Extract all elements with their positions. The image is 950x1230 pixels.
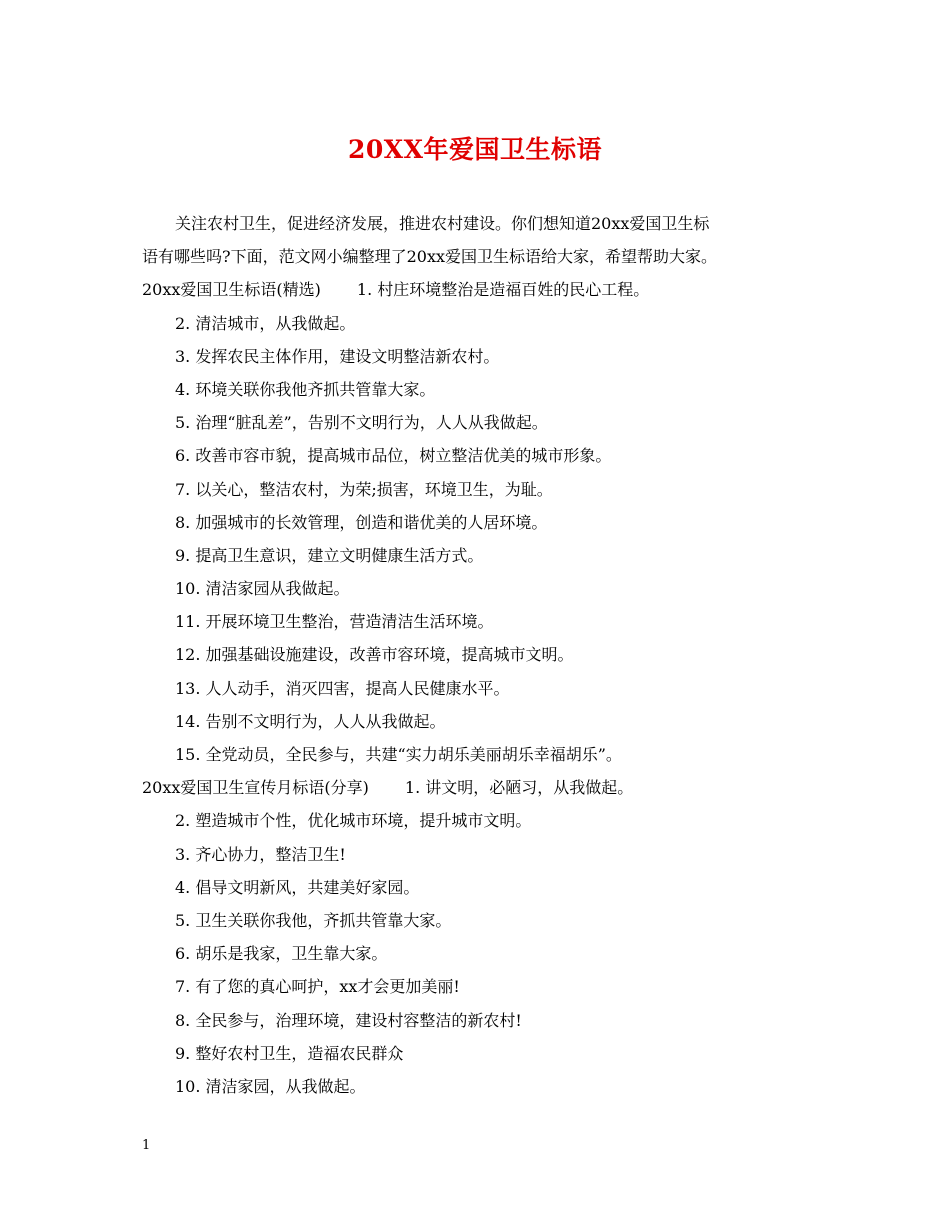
slogan-item: 8. 加强城市的长效管理，创造和谐优美的人居环境。 bbox=[175, 512, 548, 532]
slogan-item: 5. 卫生关联你我他，齐抓共管靠大家。 bbox=[175, 910, 452, 930]
slogan-item: 2. 塑造城市个性，优化城市环境，提升城市文明。 bbox=[175, 811, 532, 831]
slogan-item: 12. 加强基础设施建设，改善市容环境，提高城市文明。 bbox=[175, 645, 574, 665]
slogan-item: 6. 改善市容市貌，提高城市品位，树立整洁优美的城市形象。 bbox=[175, 446, 612, 466]
intro-line: 关注农村卫生，促进经济发展，推进农村建设。你们想知道20xx爱国卫生标 bbox=[175, 214, 710, 233]
slogan-item: 9. 提高卫生意识，建立文明健康生活方式。 bbox=[175, 545, 484, 565]
slogan-item: 10. 清洁家园从我做起。 bbox=[175, 579, 350, 599]
slogan-item: 3. 齐心协力，整洁卫生! bbox=[175, 844, 346, 864]
page-number: 1 bbox=[142, 1138, 151, 1153]
slogan-item: 13. 人人动手，消灭四害，提高人民健康水平。 bbox=[175, 678, 510, 698]
slogan-item: 3. 发挥农民主体作用，建设文明整洁新农村。 bbox=[175, 346, 500, 366]
slogan-item: 1. 讲文明，必陋习，从我做起。 bbox=[404, 778, 634, 798]
document-title: 20XX年爱国卫生标语 bbox=[347, 135, 603, 164]
slogan-item: 11. 开展环境卫生整治，营造清洁生活环境。 bbox=[175, 612, 494, 632]
slogan-item: 4. 倡导文明新风，共建美好家园。 bbox=[175, 877, 420, 897]
slogan-item: 2. 清洁城市，从我做起。 bbox=[175, 313, 356, 333]
section-heading: 20xx爱国卫生宣传月标语(分享) bbox=[142, 778, 369, 798]
slogan-item: 9. 整好农村卫生，造福农民群众 bbox=[175, 1043, 404, 1063]
slogan-item: 7. 以关心，整洁农村，为荣;损害，环境卫生，为耻。 bbox=[175, 479, 553, 499]
slogan-item: 4. 环境关联你我他齐抓共管靠大家。 bbox=[175, 379, 436, 399]
slogan-item: 5. 治理“脏乱差”，告别不文明行为，人人从我做起。 bbox=[175, 413, 548, 433]
slogan-item: 8. 全民参与，治理环境，建设村容整洁的新农村! bbox=[175, 1010, 522, 1030]
slogan-item: 14. 告别不文明行为，人人从我做起。 bbox=[175, 711, 446, 731]
section-heading-line bbox=[142, 771, 822, 804]
slogan-item: 6. 胡乐是我家，卫生靠大家。 bbox=[175, 944, 388, 964]
slogan-item: 7. 有了您的真心呵护，xx才会更加美丽! bbox=[175, 977, 460, 997]
document-body bbox=[142, 207, 822, 1103]
slogan-item: 10. 清洁家园，从我做起。 bbox=[175, 1076, 366, 1096]
slogan-item: 1. 村庄环境整治是造福百姓的民心工程。 bbox=[356, 280, 650, 300]
intro-line: 语有哪些吗?下面，范文网小编整理了20xx爱国卫生标语给大家，希望帮助大家。 bbox=[142, 247, 717, 267]
slogan-item: 15. 全党动员，全民参与，共建“实力胡乐美丽胡乐幸福胡乐”。 bbox=[175, 745, 622, 764]
section-heading: 20xx爱国卫生标语(精选) bbox=[142, 280, 321, 300]
section-heading-line bbox=[142, 273, 822, 306]
